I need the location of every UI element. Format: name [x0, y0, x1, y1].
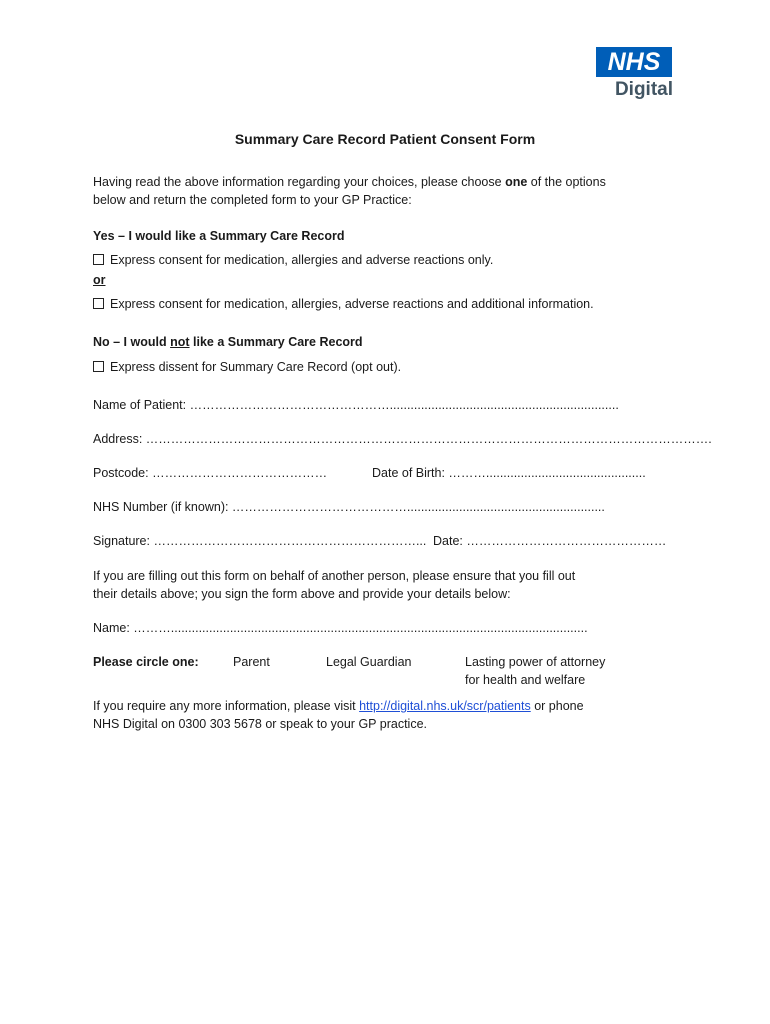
option-lpa-line-2: for health and welfare: [465, 673, 586, 687]
intro-emphasis: one: [505, 175, 528, 189]
yes-option-1[interactable]: [93, 251, 493, 269]
option-legal-guardian[interactable]: Legal Guardian: [326, 655, 412, 669]
yes-heading: Yes – I would like a Summary Care Record: [93, 229, 345, 243]
no-heading: [93, 333, 363, 351]
no-heading-a: No – I would: [93, 335, 171, 349]
or-label: or: [93, 273, 106, 287]
intro-line-1: [93, 173, 606, 191]
nhs-number-field[interactable]: NHS Number (if known): …………………………………….........................................................: [93, 500, 605, 514]
yes-option-2-label: Express consent for medication, allergies, adverse reactions and additional information.: [110, 297, 594, 311]
address-field[interactable]: Address: ……………………………………………………………………………………………………………………….: [93, 432, 712, 446]
no-heading-not: not: [170, 335, 190, 349]
no-option[interactable]: [93, 358, 401, 376]
footer-text-a: If you require any more information, please visit: [93, 699, 360, 713]
dob-field[interactable]: Date of Birth: ………..............................................: [372, 466, 646, 480]
option-lpa[interactable]: [465, 653, 605, 689]
circle-label: Please circle one:: [93, 655, 199, 669]
checkbox-consent-additional[interactable]: [93, 298, 104, 309]
footer-line-2: NHS Digital on 0300 303 5678 or speak to your GP practice.: [93, 717, 427, 731]
no-option-label: Express dissent for Summary Care Record (opt out).: [110, 360, 402, 374]
footer-line-1: [93, 697, 584, 715]
option-parent[interactable]: Parent: [233, 655, 270, 669]
patient-name-field[interactable]: Name of Patient: …………………………………………..................................................................: [93, 398, 619, 412]
yes-option-1-label: Express consent for medication, allergies and adverse reactions only.: [110, 253, 494, 267]
checkbox-consent-limited[interactable]: [93, 254, 104, 265]
yes-option-2[interactable]: [93, 295, 594, 313]
scr-patients-link[interactable]: http://digital.nhs.uk/scr/patients: [359, 699, 531, 713]
digital-logo-text: Digital: [614, 79, 673, 100]
behalf-line-1: If you are filling out this form on behalf of another person, please ensure that you fill out: [93, 569, 576, 583]
checkbox-dissent[interactable]: [93, 361, 104, 372]
intro-text-a: Having read the above information regarding your choices, please choose: [93, 175, 506, 189]
no-heading-b: like a Summary Care Record: [189, 335, 363, 349]
page-title: Summary Care Record Patient Consent Form: [234, 131, 536, 147]
footer-text-b: or phone: [530, 699, 584, 713]
postcode-field[interactable]: Postcode: ……………………………………: [93, 466, 328, 480]
behalf-line-2: their details above; you sign the form above and provide your details below:: [93, 587, 511, 601]
intro-text-b: of the options: [527, 175, 606, 189]
option-lpa-line-1: Lasting power of attorney: [465, 655, 606, 669]
date-field[interactable]: Date: …………………………………………: [433, 534, 667, 548]
representative-name-field[interactable]: Name: ………........................................................................................................................: [93, 621, 588, 635]
signature-field[interactable]: Signature: ………………………………………………………...: [93, 534, 427, 548]
intro-line-2: below and return the completed form to your GP Practice:: [93, 193, 412, 207]
nhs-logo: NHS: [596, 47, 672, 77]
